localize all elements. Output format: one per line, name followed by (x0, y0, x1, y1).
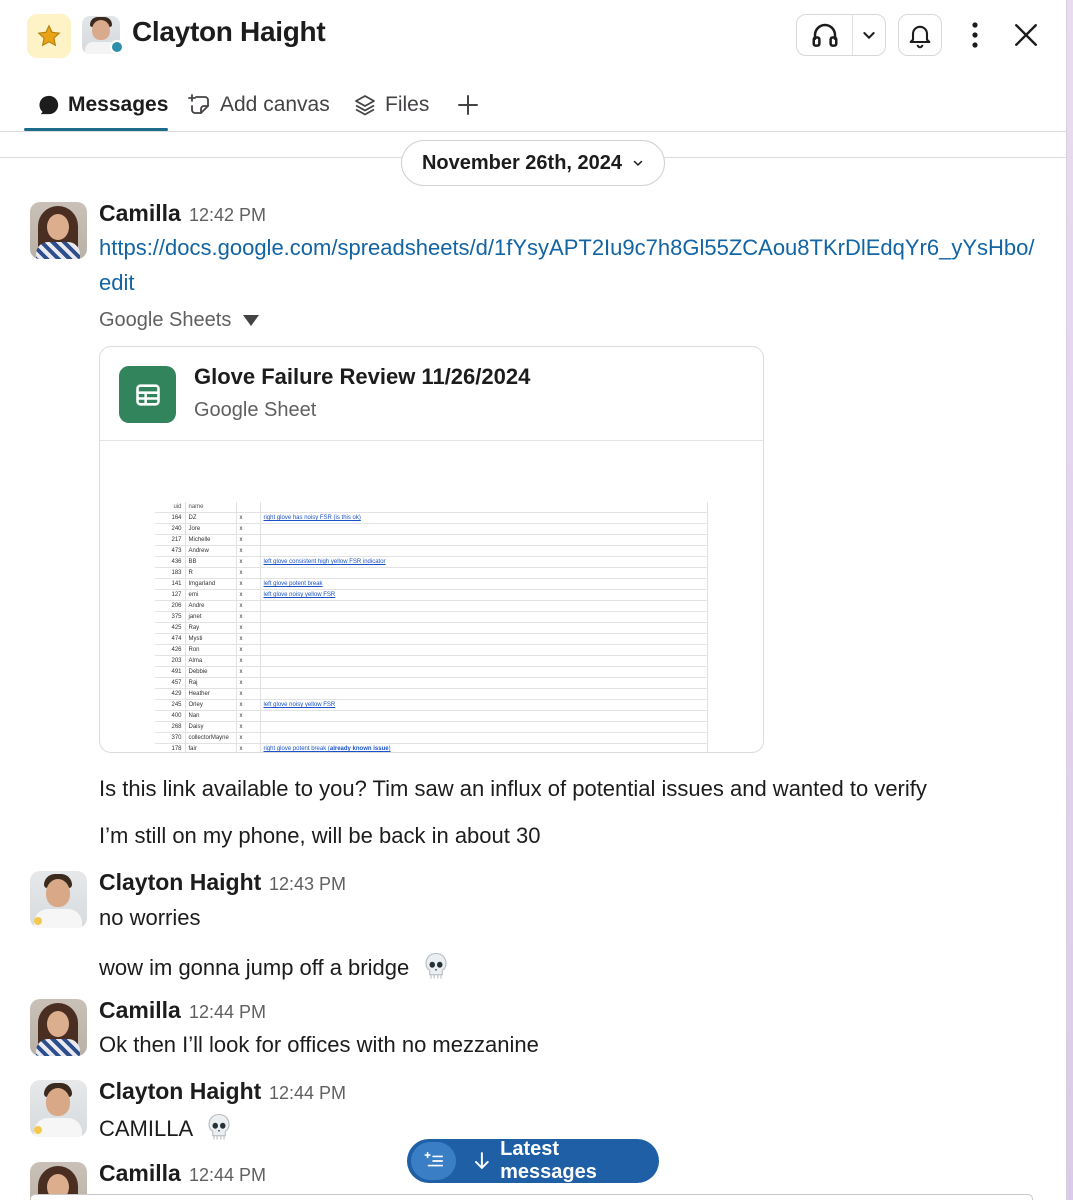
sheet-cell (260, 667, 707, 678)
tab-add-canvas[interactable] (188, 78, 330, 132)
sheet-cell: left glove potent break (260, 579, 707, 590)
caret-down-icon (243, 315, 259, 327)
message-timestamp[interactable]: 12:44 PM (189, 1002, 267, 1022)
sheet-cell: Daisy (185, 722, 236, 733)
sheet-cell: 127 (155, 590, 185, 601)
sheet-cell: Ron (185, 645, 236, 656)
sheet-cell: Orley (185, 700, 236, 711)
channel-title[interactable]: Clayton Haight (132, 16, 326, 47)
sheet-cell (260, 722, 707, 733)
sheet-row (155, 623, 707, 634)
message-text: no worries (99, 905, 201, 930)
sheet-cell: 164 (155, 513, 185, 524)
tab-label: Files (385, 93, 430, 116)
sheet-cell: Michelle (185, 535, 236, 546)
sheet-cell: fair (185, 744, 236, 753)
sheet-cell: Jore (185, 524, 236, 535)
skull-emoji (204, 1112, 234, 1148)
sheet-row (155, 634, 707, 645)
sheet-cell: x (236, 535, 260, 546)
sheet-cell: Raj (185, 678, 236, 689)
message-timestamp[interactable]: 12:43 PM (269, 874, 347, 894)
message-text: CAMILLA (99, 1115, 192, 1141)
message-timestamp[interactable]: 12:44 PM (269, 1083, 347, 1103)
message-text: Is this link available to you? Tim saw an influx of potential issues and wanted to verify (99, 776, 927, 801)
window-edge (1066, 0, 1073, 1200)
active-tab-indicator (24, 128, 168, 131)
skull-emoji (421, 951, 451, 987)
bell-icon (906, 21, 934, 49)
sheet-cell: 370 (155, 733, 185, 744)
sheet-row (155, 557, 707, 568)
sheet-cell: BB (185, 557, 236, 568)
sheet-cell: Nan (185, 711, 236, 722)
sheet-cell: 473 (155, 546, 185, 557)
sheet-cell: Alma (185, 656, 236, 667)
sheet-cell: 240 (155, 524, 185, 535)
sheet-cell: x (236, 524, 260, 535)
sheet-cell: R (185, 568, 236, 579)
sheet-row (155, 744, 707, 753)
sheet-cell (260, 711, 707, 722)
layers-icon (353, 93, 377, 117)
notifications-button[interactable] (898, 14, 942, 56)
sheet-cell (260, 689, 707, 700)
sheet-row (155, 733, 707, 744)
kebab-icon (971, 21, 979, 49)
card-subtitle: Google Sheet (194, 399, 317, 421)
sheet-cell: Ray (185, 623, 236, 634)
sheet-row (155, 722, 707, 733)
huddle-button[interactable] (797, 15, 853, 55)
chevron-down-icon (632, 157, 644, 169)
sheet-cell: left glove noisy yellow FSR (260, 590, 707, 601)
huddle-menu-button[interactable] (853, 15, 885, 55)
sheet-cell: x (236, 590, 260, 601)
sheet-cell: x (236, 744, 260, 753)
sheet-cell: janet (185, 612, 236, 623)
sheet-cell: left glove consistent high yellow FSR indicator (260, 557, 707, 568)
sheet-cell: x (236, 667, 260, 678)
sheet-cell: 457 (155, 678, 185, 689)
sheet-cell: left glove noisy yellow FSR (260, 700, 707, 711)
sheet-cell: 203 (155, 656, 185, 667)
sheet-cell (260, 524, 707, 535)
sheet-cell: Debbie (185, 667, 236, 678)
sheet-cell: x (236, 645, 260, 656)
sheet-cell: x (236, 711, 260, 722)
sheet-cell: x (236, 722, 260, 733)
sheet-cell: x (236, 678, 260, 689)
sender-name[interactable]: Clayton Haight (99, 1078, 262, 1104)
chevron-down-icon (861, 27, 877, 43)
sheet-row (155, 689, 707, 700)
huddle-button-group (796, 14, 886, 56)
sheet-cell: DZ (185, 513, 236, 524)
ai-summary-button[interactable] (411, 1142, 456, 1180)
message-composer[interactable] (30, 1194, 1033, 1200)
avatar[interactable] (30, 1080, 87, 1137)
sheet-cell: Heather (185, 689, 236, 700)
sheet-row (155, 667, 707, 678)
add-tab-button[interactable] (456, 78, 480, 132)
star-button[interactable] (27, 14, 71, 58)
sheet-cell: 375 (155, 612, 185, 623)
sheet-cell (260, 634, 707, 645)
message-text: wow im gonna jump off a bridge (99, 954, 410, 980)
unfurl-source[interactable] (99, 309, 259, 332)
sheet-row (155, 579, 707, 590)
sheet-table (155, 502, 708, 753)
card-header (100, 347, 763, 441)
sheet-cell: 436 (155, 557, 185, 568)
sheet-cell: collectorMayne (185, 733, 236, 744)
sheet-row (155, 711, 707, 722)
sender-name[interactable]: Camilla (99, 1160, 181, 1186)
sheet-cell (260, 656, 707, 667)
sheet-cell: 245 (155, 700, 185, 711)
tab-label: Messages (68, 93, 169, 116)
sheet-row (155, 535, 707, 546)
sheet-thumbnail (155, 502, 708, 752)
sheet-cell: 474 (155, 634, 185, 645)
sheet-cell: x (236, 579, 260, 590)
sheet-cell: Mysti (185, 634, 236, 645)
sheet-row (155, 612, 707, 623)
sheet-cell: 178 (155, 744, 185, 753)
sheet-cell: right glove has noisy FSR (is this ok) (260, 513, 707, 524)
sheet-cell: x (236, 557, 260, 568)
message-text: I’m still on my phone, will be back in about 30 (99, 823, 541, 848)
avatar[interactable] (30, 202, 87, 259)
sheet-cell: x (236, 601, 260, 612)
sheet-cell: x (236, 700, 260, 711)
sheet-cell: 429 (155, 689, 185, 700)
sheet-cell: 141 (155, 579, 185, 590)
tab-label: Add canvas (220, 93, 330, 116)
sheet-cell (260, 601, 707, 612)
sheet-cell (260, 612, 707, 623)
sheet-cell: 426 (155, 645, 185, 656)
sheet-cell (260, 502, 707, 513)
sheet-cell: 425 (155, 623, 185, 634)
message-timestamp[interactable]: 12:42 PM (189, 205, 267, 225)
sheet-preview-card[interactable] (99, 346, 764, 753)
sheet-cell: x (236, 623, 260, 634)
sheet-cell (260, 678, 707, 689)
sparkle-list-icon (423, 1150, 445, 1172)
more-options-button[interactable] (958, 16, 992, 54)
channel-tabs (0, 78, 1066, 132)
card-title[interactable]: Glove Failure Review 11/26/2024 (194, 364, 531, 389)
sender-name[interactable]: Camilla (99, 997, 181, 1023)
sheet-row (155, 513, 707, 524)
message-bubble-icon (38, 94, 60, 116)
sheet-cell: name (185, 502, 236, 513)
tab-messages[interactable] (38, 78, 168, 132)
avatar[interactable] (30, 999, 87, 1056)
sheet-cell (260, 568, 707, 579)
sheet-row (155, 656, 707, 667)
presence-indicator (110, 40, 124, 54)
arrow-down-icon (474, 1152, 490, 1170)
sheet-row (155, 546, 707, 557)
sheet-cell (260, 623, 707, 634)
sheet-row (155, 678, 707, 689)
sheet-header-row (155, 502, 707, 513)
sheet-cell (260, 645, 707, 656)
sheet-row (155, 590, 707, 601)
sheet-cell: 217 (155, 535, 185, 546)
sheet-cell: right glove potent break (already known issue) (260, 744, 707, 753)
sheet-cell: x (236, 546, 260, 557)
sender-name[interactable]: Clayton Haight (99, 869, 262, 895)
plus-icon (456, 93, 480, 117)
date-divider-button[interactable] (401, 140, 665, 186)
sheet-cell: x (236, 733, 260, 744)
sheet-cell (236, 502, 260, 513)
sheet-cell: x (236, 656, 260, 667)
sheet-cell (260, 733, 707, 744)
sheet-cell: x (236, 568, 260, 579)
sheet-cell: uid (155, 502, 185, 513)
sheet-cell: x (236, 612, 260, 623)
latest-messages-button[interactable] (407, 1139, 659, 1183)
sheet-cell: 183 (155, 568, 185, 579)
canvas-icon (188, 93, 212, 117)
message-row (99, 951, 451, 987)
sheet-cell: 268 (155, 722, 185, 733)
sender-name[interactable]: Camilla (99, 200, 181, 226)
google-sheets-icon (119, 366, 176, 423)
sheet-cell (260, 535, 707, 546)
close-icon (1013, 22, 1039, 48)
date-label: November 26th, 2024 (421, 151, 623, 174)
sheet-cell: x (236, 634, 260, 645)
sheet-row (155, 700, 707, 711)
close-button[interactable] (1006, 16, 1046, 54)
sheet-cell: Andrew (185, 546, 236, 557)
sheet-cell: 491 (155, 667, 185, 678)
sheet-row (155, 645, 707, 656)
star-icon (36, 23, 62, 49)
headphones-icon (810, 20, 840, 50)
message-row (99, 1112, 234, 1148)
sheet-cell: Andre (185, 601, 236, 612)
message-text: Ok then I’ll look for offices with no mezzanine (99, 1032, 539, 1057)
sheet-cell: Imgarland (185, 579, 236, 590)
sheet-cell (260, 546, 707, 557)
sheet-row (155, 524, 707, 535)
latest-messages-label: Latest messages (500, 1139, 597, 1183)
message-timestamp[interactable]: 12:44 PM (189, 1165, 267, 1185)
sheet-cell: x (236, 513, 260, 524)
sheet-row (155, 568, 707, 579)
sheet-cell: 400 (155, 711, 185, 722)
sheet-cell: 206 (155, 601, 185, 612)
tab-files[interactable] (353, 78, 429, 132)
unfurl-source-label: Google Sheets (99, 309, 232, 331)
channel-header (0, 0, 1066, 70)
message-link[interactable]: https://docs.google.com/spreadsheets/d/1fYsyAPT2Iu9c7h8Gl55ZCAou8TKrDlEdqYr6_yYsHbo/edit (99, 235, 1035, 295)
sheet-cell: emi (185, 590, 236, 601)
sheet-row (155, 601, 707, 612)
sheet-cell: x (236, 689, 260, 700)
avatar[interactable] (30, 871, 87, 928)
